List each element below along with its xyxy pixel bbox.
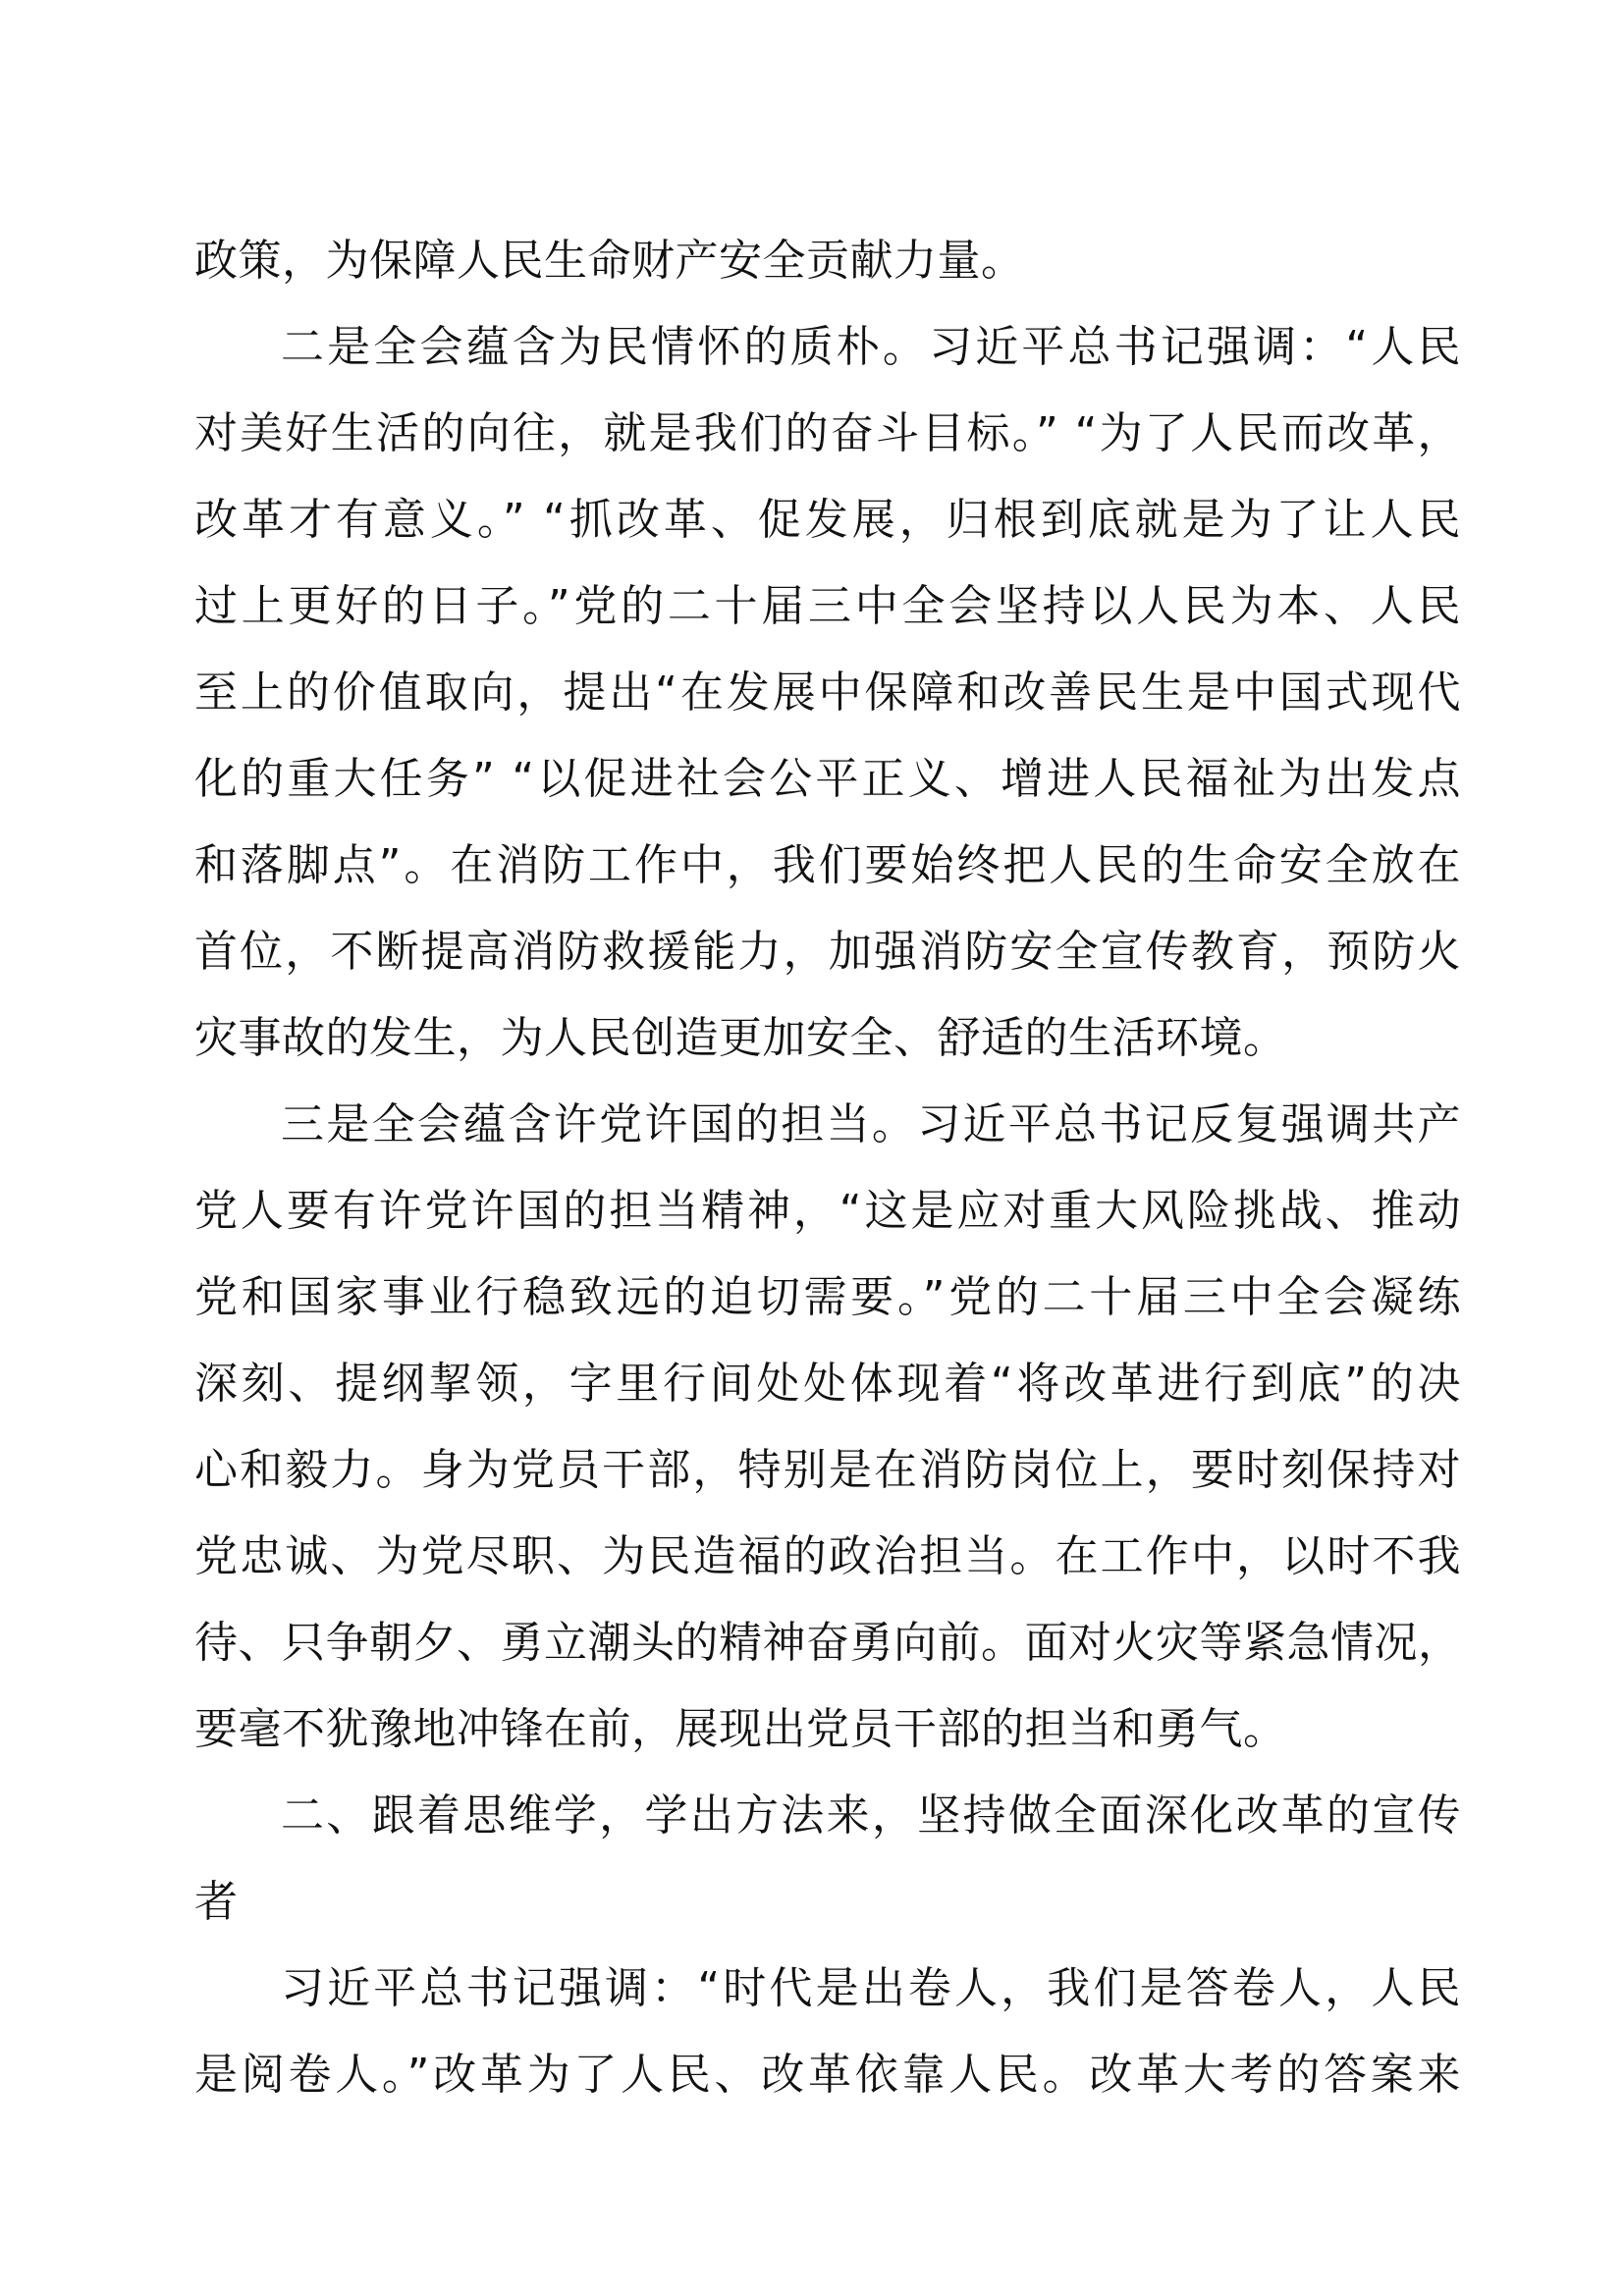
text-line-1: 政策，为保障人民生命财产安全贡献力量。 xyxy=(194,236,1025,286)
text-line-22: 是阅卷人。”改革为了人民、改革依靠人民。改革大考的答案来 xyxy=(194,2050,1461,2100)
text-line-3: 对美好生活的向往，就是我们的奋斗目标。” “为了人民而改革， xyxy=(194,408,1461,458)
text-line-18: 要毫不犹豫地冲锋在前，展现出党员干部的担当和勇气。 xyxy=(194,1704,1287,1754)
text-line-6: 至上的价值取向，提出“在发展中保障和改善民生是中国式现代 xyxy=(194,667,1461,718)
text-line-16: 党忠诚、为党尽职、为民造福的政治担当。在工作中，以时不我 xyxy=(194,1531,1461,1581)
text-line-7: 化的重大任务” “以促进社会公平正义、增进人民福祉为出发点 xyxy=(194,754,1461,804)
body-text xyxy=(194,218,1461,2118)
text-line-9: 首位，不断提高消防救援能力，加强消防安全宣传教育，预防火 xyxy=(194,927,1461,977)
text-line-11: 三是全会蕴含许党许国的担当。习近平总书记反复强调共产 xyxy=(281,1099,1461,1149)
text-line-10: 灾事故的发生，为人民创造更加安全、舒适的生活环境。 xyxy=(194,1013,1287,1063)
text-line-15: 心和毅力。身为党员干部，特别是在消防岗位上，要时刻保持对 xyxy=(194,1445,1461,1495)
text-line-4: 改革才有意义。” “抓改革、促发展，归根到底就是为了让人民 xyxy=(194,495,1461,545)
section-heading-line-1: 二、跟着思维学，学出方法来，坚持做全面深化改革的宣传 xyxy=(281,1790,1461,1841)
text-line-2: 二是全会蕴含为民情怀的质朴。习近平总书记强调：“人民 xyxy=(281,322,1461,372)
text-line-8: 和落脚点”。在消防工作中，我们要始终把人民的生命安全放在 xyxy=(194,840,1461,890)
text-line-14: 深刻、提纲挈领，字里行间处处体现着“将改革进行到底”的决 xyxy=(194,1359,1461,1409)
text-line-12: 党人要有许党许国的担当精神，“这是应对重大风险挑战、推动 xyxy=(194,1186,1461,1236)
text-line-13: 党和国家事业行稳致远的迫切需要。”党的二十届三中全会凝练 xyxy=(194,1272,1461,1322)
text-line-21: 习近平总书记强调：“时代是出卷人，我们是答卷人，人民 xyxy=(281,1963,1461,2013)
text-line-17: 待、只争朝夕、勇立潮头的精神奋勇向前。面对火灾等紧急情况， xyxy=(194,1618,1462,1668)
text-line-5: 过上更好的日子。”党的二十届三中全会坚持以人民为本、人民 xyxy=(194,581,1461,631)
section-heading-line-2: 者 xyxy=(194,1877,239,1927)
